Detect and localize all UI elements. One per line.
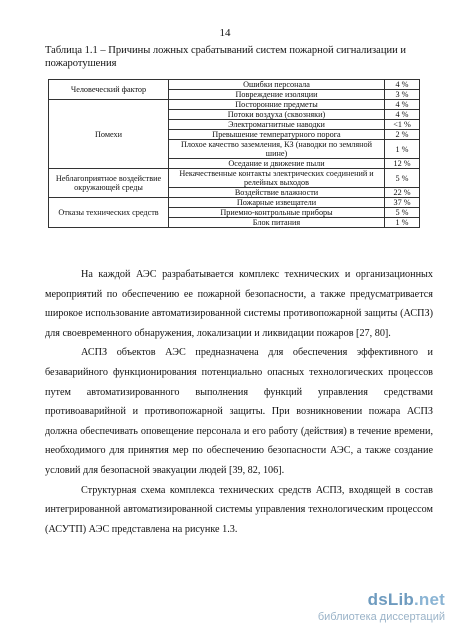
table-row: [49, 198, 420, 208]
paragraph: АСПЗ объектов АЭС предназначена для обеспечения эффективного и безаварийного функционирования потенциально опасных технологических процессов путем автоматизированного выполнения функций управления средствами противоаварийной и противопожарной защиты. При возникновении пожара АСПЗ должна обеспечивать оповещение персонала и его работу (действия) в течение времени, необходимого для принятия мер по обеспечению безопасности АЭС, а также создание условий для безопасной эвакуации людей [39, 82, 106].: [45, 347, 433, 476]
cause-cell: Потоки воздуха (сквозняки): [169, 110, 385, 120]
percent-cell: 4 %: [385, 80, 420, 90]
cause-cell: Превышение температурного порога: [169, 130, 385, 140]
table-row: [49, 80, 420, 90]
cause-cell: Некачественные контакты электрических соединений и релейных выходов: [169, 169, 385, 188]
percent-cell: 2 %: [385, 130, 420, 140]
cause-cell: Повреждение изоляции: [169, 90, 385, 100]
table-caption: Таблица 1.1 – Причины ложных срабатываний систем пожарной сигнализации и пожаротушения: [45, 45, 406, 69]
cause-cell: Оседание и движение пыли: [169, 159, 385, 169]
table-row: [49, 100, 420, 110]
paragraph: На каждой АЭС разрабатывается комплекс технических и организационных мероприятий по обеспечению ее пожарной безопасности, а также предусматривается широкое использование автоматизированной системы противопожарной защиты (АСПЗ) для своевременного обнаружения, локализации и ликвидации пожаров [27, 80].: [45, 269, 433, 339]
cause-cell: Плохое качество заземления, КЗ (наводки по земляной шине): [169, 140, 385, 159]
causes-table: [48, 79, 420, 228]
percent-cell: <1 %: [385, 120, 420, 130]
cause-cell: Посторонние предметы: [169, 100, 385, 110]
cause-cell: Ошибки персонала: [169, 80, 385, 90]
category-cell: Помехи: [49, 100, 169, 169]
cause-cell: Блок питания: [169, 218, 385, 228]
cause-cell: Электромагнитные наводки: [169, 120, 385, 130]
category-cell: Отказы технических средств: [49, 198, 169, 228]
page-number: 14: [219, 27, 231, 39]
percent-cell: 22 %: [385, 188, 420, 198]
watermark-logo: dsLib.net: [367, 590, 445, 609]
percent-cell: 5 %: [385, 208, 420, 218]
watermark-subtitle: библиотека диссертаций: [317, 611, 445, 623]
percent-cell: 4 %: [385, 110, 420, 120]
watermark: [265, 590, 445, 623]
body-text: [45, 265, 433, 539]
category-cell: Человеческий фактор: [49, 80, 169, 100]
cause-cell: Воздействие влажности: [169, 188, 385, 198]
cause-cell: Пожарные извещатели: [169, 198, 385, 208]
cause-cell: Приемно-контрольные приборы: [169, 208, 385, 218]
paragraph: Структурная схема комплекса технических средств АСПЗ, входящей в состав интегрированной автоматизированной системы управления технологическим процессом (АСУТП) АЭС представлена на рисунке 1.3.: [45, 484, 433, 535]
percent-cell: 5 %: [385, 169, 420, 188]
percent-cell: 1 %: [385, 218, 420, 228]
percent-cell: 12 %: [385, 159, 420, 169]
table-row: [49, 169, 420, 188]
category-cell: Неблагоприятное воздействие окружающей среды: [49, 169, 169, 198]
percent-cell: 37 %: [385, 198, 420, 208]
percent-cell: 1 %: [385, 140, 420, 159]
percent-cell: 4 %: [385, 100, 420, 110]
percent-cell: 3 %: [385, 90, 420, 100]
